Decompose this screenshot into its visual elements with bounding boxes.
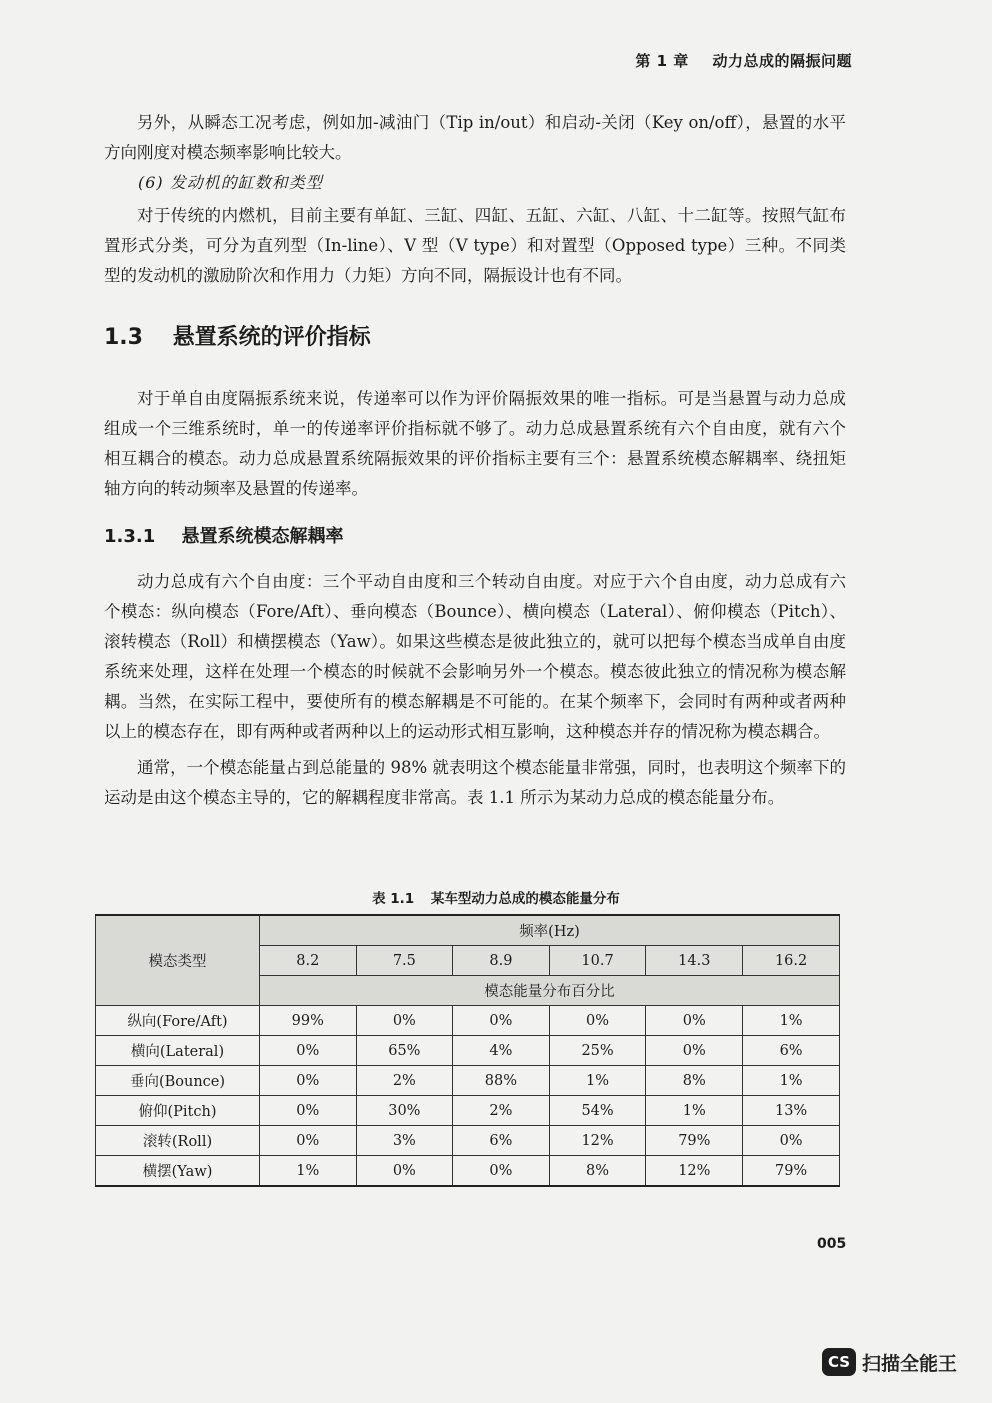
table-cell: 79% [743,1156,840,1187]
table-cell: 1% [549,1066,646,1096]
table-row [96,1066,840,1096]
row-label: 横向(Lateral) [96,1036,260,1066]
section-title: 悬置系统的评价指标 [172,325,371,350]
table-cell: 0% [356,1156,453,1187]
subheading-engine-cylinders: (6) 发动机的缸数和类型 [138,173,323,192]
table-cell: 0% [743,1126,840,1156]
table-cell: 3% [356,1126,453,1156]
section-number: 1.3 [104,325,143,350]
row-label: 俯仰(Pitch) [96,1096,260,1126]
table-cell: 65% [356,1036,453,1066]
paragraph-block-cylinders [104,201,846,291]
table-cell: 30% [356,1096,453,1126]
table-cell: 99% [260,1006,357,1036]
table-cell: 1% [743,1066,840,1096]
table-cell: 0% [646,1006,743,1036]
table-cell: 6% [743,1036,840,1066]
chapter-title: 动力总成的隔振问题 [712,52,852,70]
table-cell: 2% [356,1066,453,1096]
table-caption-number: 表 1.1 [372,891,415,907]
table-cell: 88% [453,1066,550,1096]
chapter-number: 第 1 章 [635,52,689,70]
frequency-cell: 8.9 [453,946,550,976]
corner-header: 模态类型 [96,915,260,1006]
frequency-header: 频率(Hz) [260,915,840,946]
table-cell: 0% [260,1066,357,1096]
table-row [96,1096,840,1126]
frequency-cell: 16.2 [743,946,840,976]
table-cell: 0% [549,1006,646,1036]
subsection-heading [104,522,344,548]
table-row [96,1126,840,1156]
mode-energy-table [95,914,840,1187]
table-cell: 0% [260,1096,357,1126]
table-row [96,1036,840,1066]
table-cell: 1% [743,1006,840,1036]
scanner-brand-text: 扫描全能王 [862,1352,958,1375]
page-number: 005 [817,1236,847,1252]
running-header [635,50,852,71]
table-cell: 0% [260,1126,357,1156]
row-label: 滚转(Roll) [96,1126,260,1156]
distribution-header: 模态能量分布百分比 [260,976,840,1006]
frequency-cell: 8.2 [260,946,357,976]
table-caption [0,887,992,907]
table-caption-title: 某车型动力总成的模态能量分布 [430,891,620,907]
table-cell: 13% [743,1096,840,1126]
paragraph-block-subsection [104,567,846,813]
table-cell: 79% [646,1126,743,1156]
table-row [96,1156,840,1187]
table-cell: 12% [646,1156,743,1187]
camscanner-logo-icon: CS [822,1348,856,1376]
table-cell: 0% [260,1036,357,1066]
table-cell: 25% [549,1036,646,1066]
table-cell: 1% [260,1156,357,1187]
frequency-cell: 10.7 [549,946,646,976]
table-cell: 8% [549,1156,646,1187]
paragraph: 对于传统的内燃机，目前主要有单缸、三缸、四缸、五缸、六缸、八缸、十二缸等。按照气缸布置形式分类，可分为直列型（In-line）、V 型（V type）和对置型（Opposed type）三种。不同类型的发动机的激励阶次和作用力（力矩）方向不同，隔振设计也有不同。 [104,206,846,285]
row-label: 横摆(Yaw) [96,1156,260,1187]
table-cell: 0% [453,1156,550,1187]
table-cell: 0% [453,1006,550,1036]
paragraph-block-section [104,384,846,504]
table-cell: 6% [453,1126,550,1156]
subsection-title: 悬置系统模态解耦率 [181,526,344,547]
table-cell: 0% [356,1006,453,1036]
table-cell: 8% [646,1066,743,1096]
scanner-watermark [822,1348,957,1376]
frequency-cell: 14.3 [646,946,743,976]
table-cell: 1% [646,1096,743,1126]
table-cell: 12% [549,1126,646,1156]
paragraph-block-top [104,108,846,168]
frequency-cell: 7.5 [356,946,453,976]
table-cell: 4% [453,1036,550,1066]
table-row [96,1006,840,1036]
paragraph: 另外，从瞬态工况考虑，例如加-减油门（Tip in/out）和启动-关闭（Key on/off），悬置的水平方向刚度对模态频率影响比较大。 [104,113,846,162]
paragraph: 对于单自由度隔振系统来说，传递率可以作为评价隔振效果的唯一指标。可是当悬置与动力总成组成一个三维系统时，单一的传递率评价指标就不够了。动力总成悬置系统有六个自由度，就有六个相互耦合的模态。动力总成悬置系统隔振效果的评价指标主要有三个：悬置系统模态解耦率、绕扭矩轴方向的转动频率及悬置的传递率。 [104,389,846,498]
table-cell: 0% [646,1036,743,1066]
section-heading [104,320,371,351]
subsection-number: 1.3.1 [104,526,156,547]
table-cell: 2% [453,1096,550,1126]
row-label: 垂向(Bounce) [96,1066,260,1096]
paragraph: 通常，一个模态能量占到总能量的 98% 就表明这个模态能量非常强，同时，也表明这个频率下的运动是由这个模态主导的，它的解耦程度非常高。表 1.1 所示为某动力总成的模态能量分布。 [104,758,846,807]
table-cell: 54% [549,1096,646,1126]
row-label: 纵向(Fore/Aft) [96,1006,260,1036]
paragraph: 动力总成有六个自由度：三个平动自由度和三个转动自由度。对应于六个自由度，动力总成有六个模态：纵向模态（Fore/Aft）、垂向模态（Bounce）、横向模态（Lateral）、俯仰模态（Pitch）、滚转模态（Roll）和横摆模态（Yaw）。如果这些模态是彼此独立的，就可以把每个模态当成单自由度系统来处理，这样在处理一个模态的时候就不会影响另外一个模态。模态彼此独立的情况称为模态解耦。当然，在实际工程中，要使所有的模态解耦是不可能的。在某个频率下，会同时有两种或者两种以上的模态存在，即有两种或者两种以上的运动形式相互影响，这种模态并存的情况称为模态耦合。 [104,572,846,741]
